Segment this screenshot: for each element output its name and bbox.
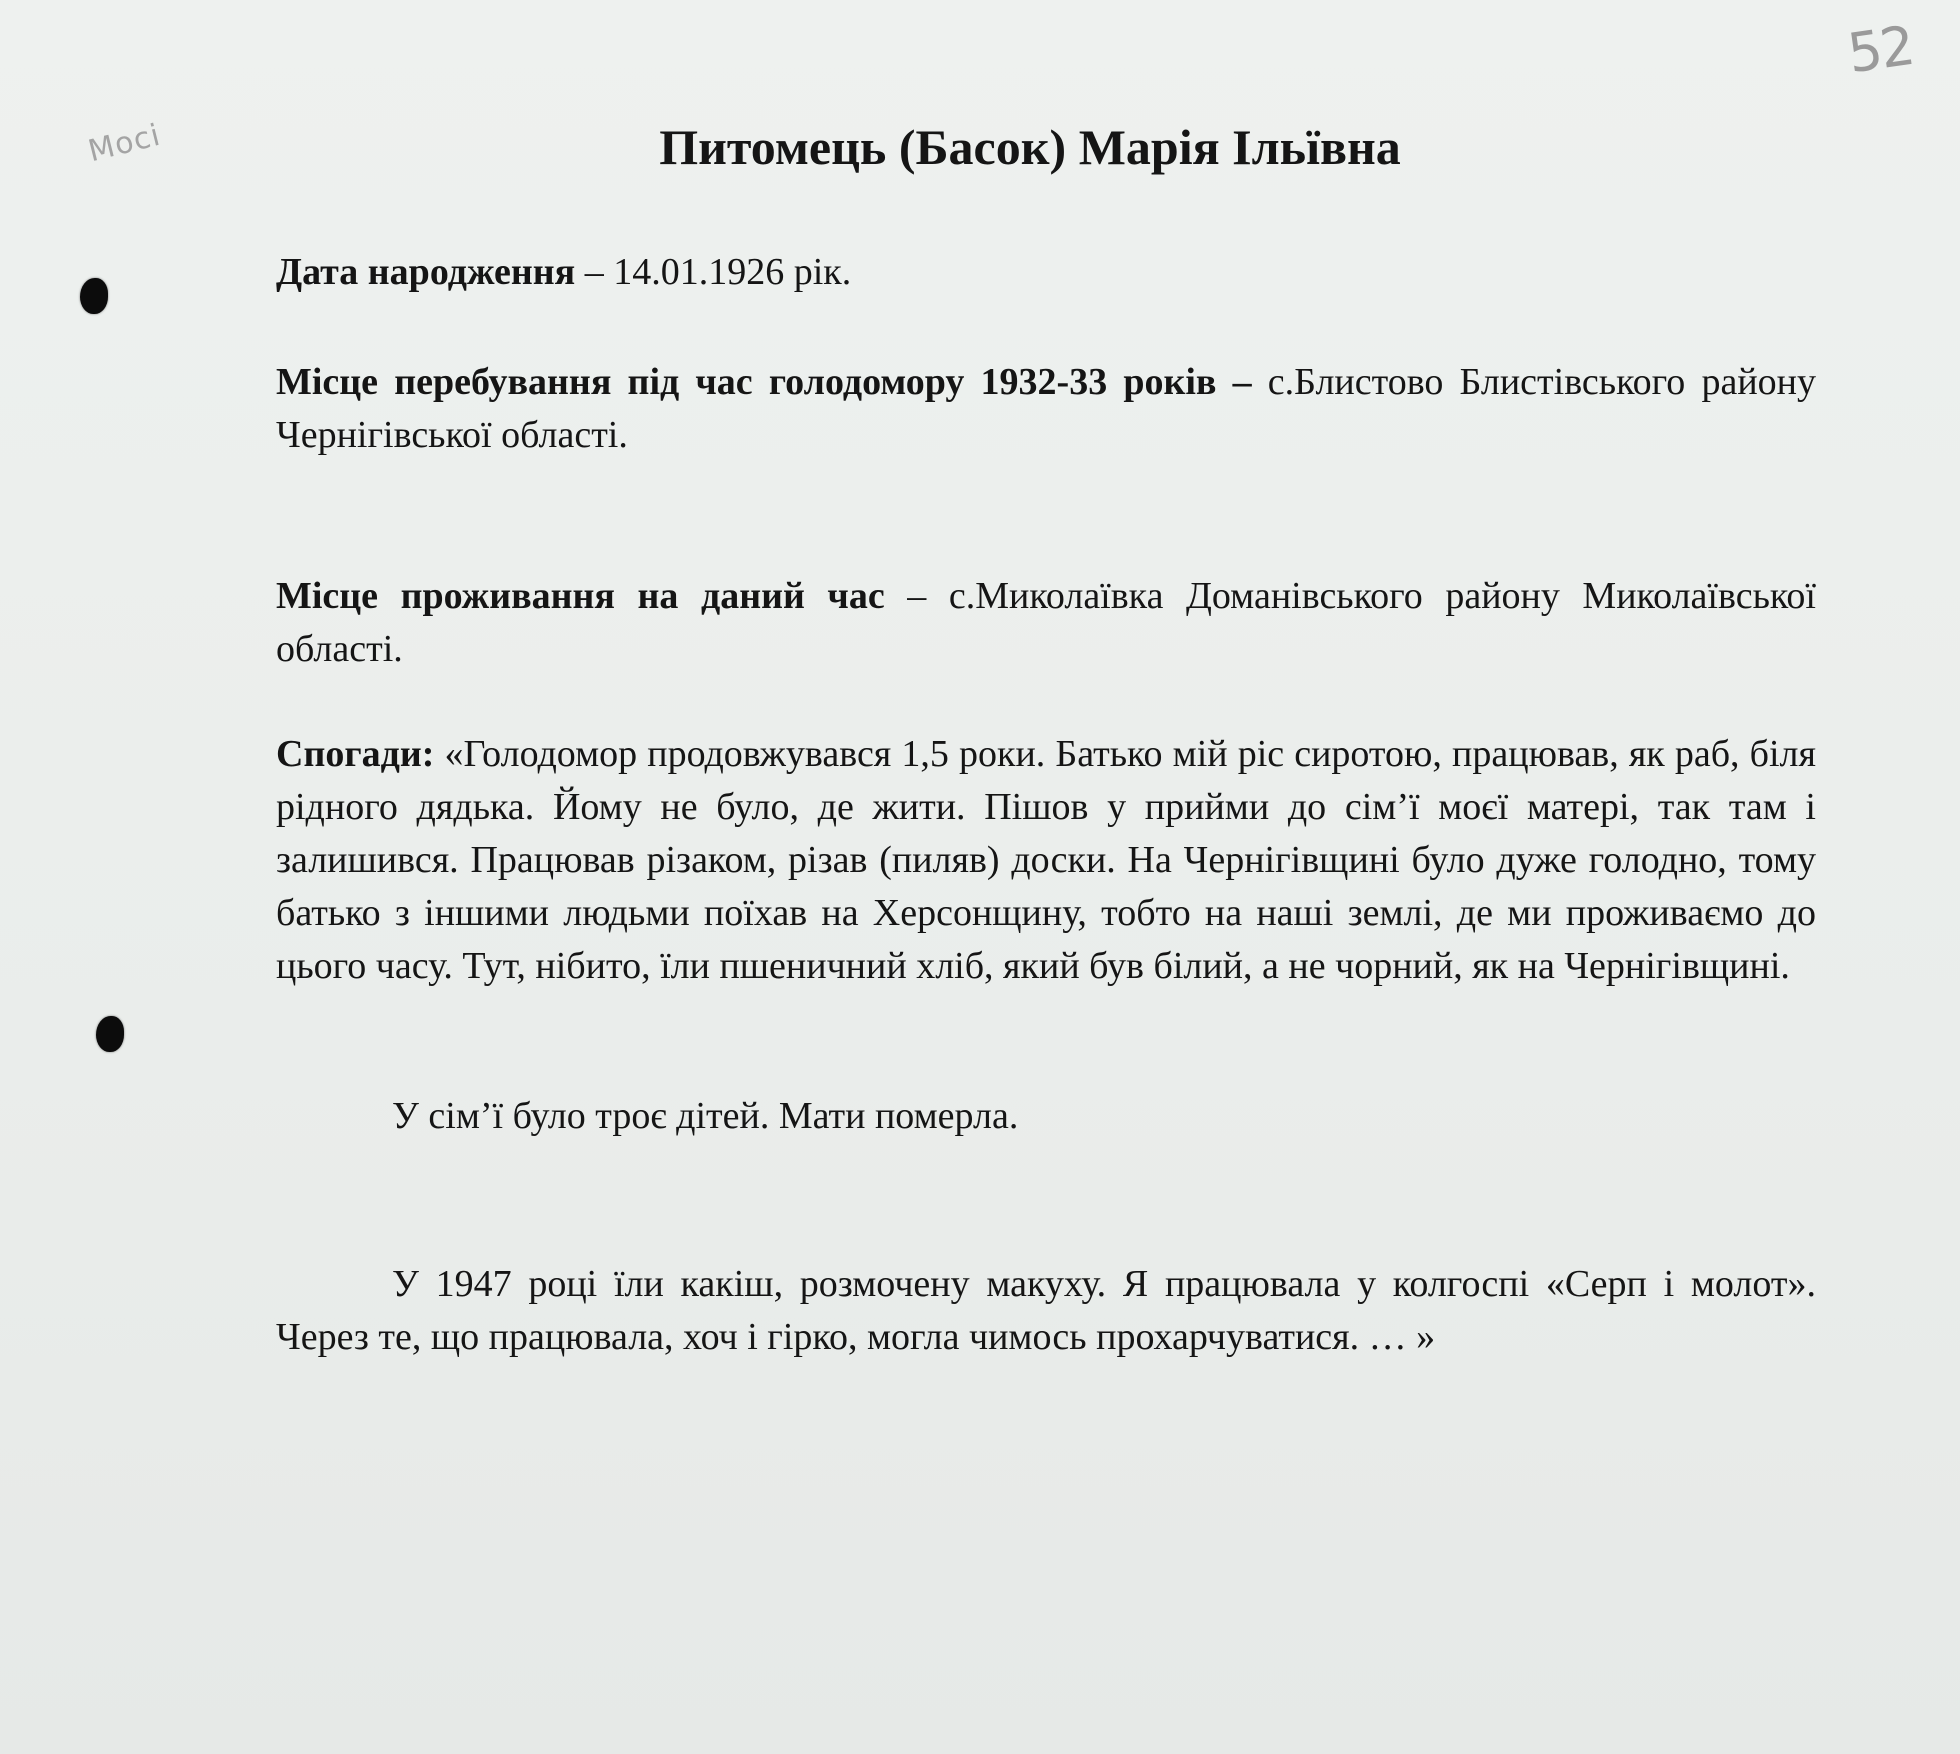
memories-paragraph-1: [276, 728, 1816, 993]
birth-date-value: 14.01.1926 рік.: [613, 251, 852, 293]
punch-hole: [96, 1016, 124, 1052]
birth-date-line: [276, 246, 1816, 299]
page-number: 52: [1843, 13, 1917, 86]
famine-residence-label: Місце перебування під час голодомору 1932-33 років: [276, 361, 1217, 403]
memories-paragraph-3: У 1947 році їли какіш, розмочену макуху. Я працювала у колгоспі «Серп і молот». Через те, що працювала, хоч і гірко, могла чимось прохарчуватися. … »: [276, 1263, 1816, 1358]
famine-residence-separator: –: [1216, 361, 1268, 403]
current-residence-label: Місце проживання на даний час: [276, 575, 885, 617]
handwritten-margin-note: Мосі: [84, 117, 165, 170]
page-title: Питомець (Басок) Марія Ільївна: [659, 119, 1401, 175]
current-residence-separator: –: [884, 575, 949, 617]
famine-residence-value: с.Блистово Блистівського району Чернігівської області.: [276, 361, 1816, 456]
famine-residence-line: [276, 356, 1816, 462]
memories-text-1: «Голодомор продовжувався 1,5 роки. Батько мій ріс сиротою, працював, як раб, біля рідного дядька. Йому не було, де жити. Пішов у прийми до сім’ї моєї матері, так там і залишився. Працював різаком, різав (пиляв) доски. На Чернігівщині було дуже голодно, тому батько з іншими людьми поїхав на Херсонщину, тобто на наші землі, де ми проживаємо до цього часу. Тут, нібито, їли пшеничний хліб, який був білий, а не чорний, як на Чернігівщині.: [276, 733, 1816, 987]
memories-paragraph-2: У сім’ї було троє дітей. Мати померла.: [392, 1095, 1019, 1137]
current-residence-line: [276, 570, 1816, 676]
birth-date-label: Дата народження: [276, 251, 576, 293]
punch-hole: [80, 278, 108, 314]
memories-label: Спогади:: [276, 733, 435, 775]
current-residence-value: с.Миколаївка Доманівського району Миколаївської області.: [276, 575, 1816, 670]
birth-date-separator: –: [575, 251, 614, 293]
